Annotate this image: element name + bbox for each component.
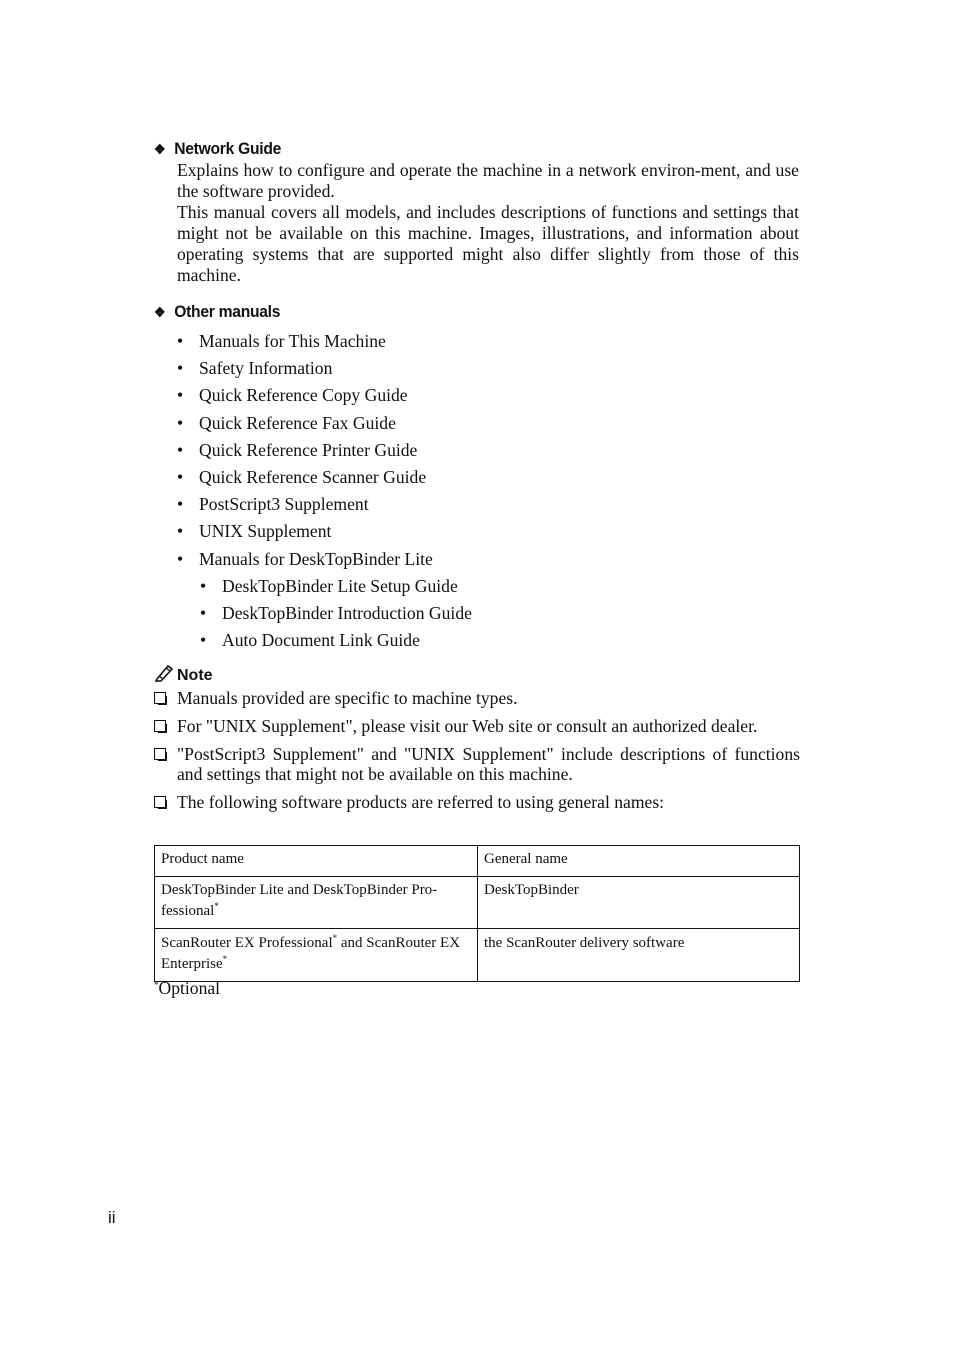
asterisk-mark: * bbox=[222, 954, 228, 964]
checkbox-square-icon bbox=[154, 748, 166, 760]
list-item: • UNIX Supplement bbox=[177, 521, 332, 542]
checkbox-square-icon bbox=[154, 796, 166, 808]
note-item: For "UNIX Supplement", please visit our Web site or consult an authorized dealer. bbox=[154, 716, 800, 736]
sub-list-item: • Auto Document Link Guide bbox=[200, 630, 420, 651]
network-guide-para-2: This manual covers all models, and includes descriptions of functions and settings that might not be available on this machine. Images, illustrations, and information about operating systems that are supported might also differ slightly from those of this machine. bbox=[177, 202, 799, 285]
list-item: • Quick Reference Scanner Guide bbox=[177, 466, 427, 487]
product-name-cell: DeskTopBinder Lite and DeskTopBinder Pro-fessional* bbox=[155, 877, 478, 929]
note-heading bbox=[154, 664, 213, 685]
product-name-cell: ScanRouter EX Professional* and ScanRouter EX Enterprise* bbox=[155, 929, 478, 982]
header-general-name: General name bbox=[478, 846, 800, 877]
network-guide-para-1: Explains how to configure and operate the machine in a network environ-ment, and use the software provided. bbox=[177, 160, 799, 201]
note-item: "PostScript3 Supplement" and "UNIX Supplement" include descriptions of functions and settings that might not be available on this machine. bbox=[154, 744, 800, 784]
diamond-bullet-icon: ❖ bbox=[154, 141, 166, 157]
general-name-cell: the ScanRouter delivery software bbox=[478, 929, 800, 982]
header-product-name: Product name bbox=[155, 846, 478, 877]
footnote-text: Optional bbox=[158, 978, 221, 998]
other-manuals-heading bbox=[154, 302, 280, 322]
pencil-icon bbox=[154, 664, 174, 682]
other-manuals-title: Other manuals bbox=[174, 302, 281, 321]
note-item: The following software products are referred to using general names: bbox=[154, 792, 800, 812]
sub-list-item: • DeskTopBinder Introduction Guide bbox=[200, 602, 472, 623]
sub-list-item: • DeskTopBinder Lite Setup Guide bbox=[200, 575, 458, 596]
list-item: • Safety Information bbox=[177, 358, 333, 379]
other-manuals-list bbox=[177, 328, 472, 654]
network-guide-title: Network Guide bbox=[174, 139, 282, 158]
checkbox-square-icon bbox=[154, 720, 166, 732]
list-item: • Manuals for This Machine bbox=[177, 331, 386, 351]
network-guide-heading bbox=[154, 139, 281, 159]
general-names-table bbox=[154, 845, 800, 982]
asterisk-mark: * bbox=[214, 901, 219, 911]
list-item: • Quick Reference Copy Guide bbox=[177, 385, 408, 406]
table-row bbox=[155, 929, 800, 982]
checkbox-square-icon bbox=[154, 692, 166, 704]
list-item: • Quick Reference Fax Guide bbox=[177, 412, 396, 433]
diamond-bullet-icon: ❖ bbox=[154, 304, 166, 320]
general-name-cell: DeskTopBinder bbox=[478, 877, 800, 929]
list-item: • Quick Reference Printer Guide bbox=[177, 439, 418, 460]
footnote bbox=[154, 978, 220, 999]
note-list bbox=[154, 688, 800, 820]
note-item: Manuals provided are specific to machine types. bbox=[154, 688, 800, 708]
table-row bbox=[155, 877, 800, 929]
asterisk-mark: * bbox=[332, 933, 338, 943]
list-item: • Manuals for DeskTopBinder Lite bbox=[177, 548, 433, 569]
note-title: Note bbox=[177, 667, 213, 684]
table-header-row bbox=[155, 846, 800, 877]
page-number: ii bbox=[108, 1208, 116, 1227]
footnote-mark: * bbox=[154, 980, 159, 990]
list-item: • PostScript3 Supplement bbox=[177, 494, 369, 515]
network-guide-description bbox=[177, 160, 799, 286]
